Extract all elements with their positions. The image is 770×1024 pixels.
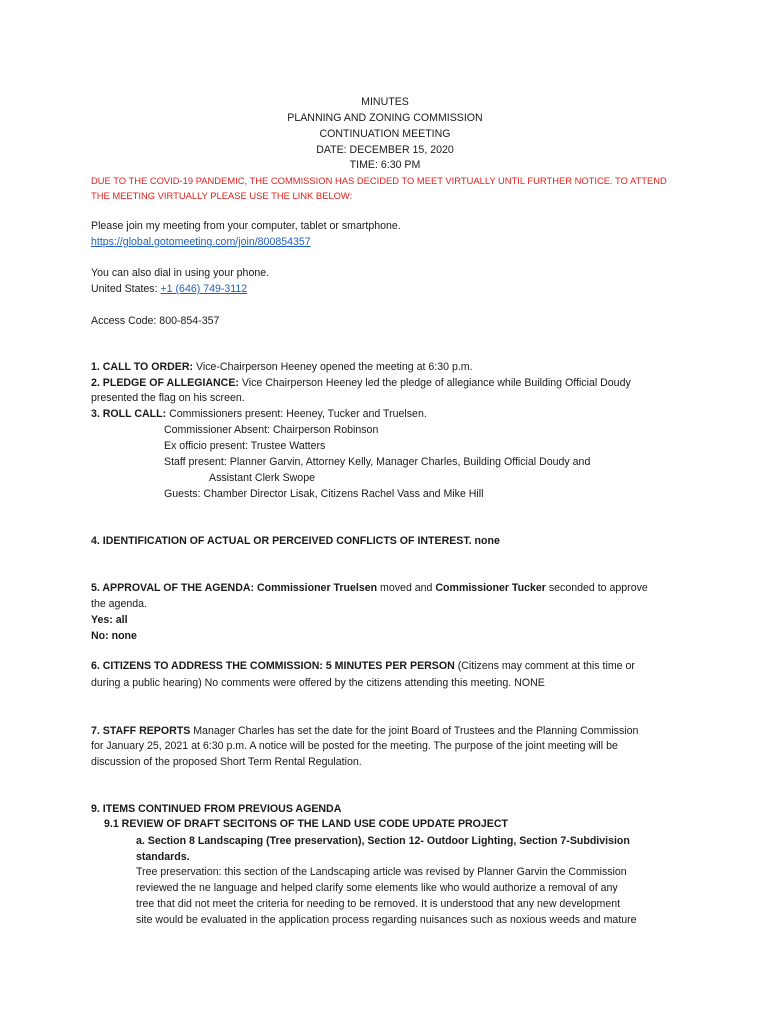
roll-absent: Commissioner Absent: Chairperson Robinson xyxy=(164,424,379,436)
item-label: 6. CITIZENS TO ADDRESS THE COMMISSION: 5 MINUTES PER PERSON xyxy=(91,660,455,672)
dial-intro: You can also dial in using your phone. xyxy=(91,267,270,279)
item-continued: 9. ITEMS CONTINUED FROM PREVIOUS AGENDA xyxy=(91,803,342,815)
item-citizens: 6. CITIZENS TO ADDRESS THE COMMISSION: 5 MINUTES PER PERSON (Citizens may comment at this time or xyxy=(91,660,635,672)
section-a-cont: standards. xyxy=(136,851,190,863)
covid-notice-line1: DUE TO THE COVID-19 PANDEMIC, THE COMMISSION HAS DECIDED TO MEET VIRTUALLY UNTIL FURTHER NOTICE. TO ATTEND xyxy=(91,175,667,186)
item-call-to-order: 1. CALL TO ORDER: Vice-Chairperson Heeney opened the meeting at 6:30 p.m. xyxy=(91,361,473,373)
item-agenda: 5. APPROVAL OF THE AGENDA: Commissioner Truelsen moved and Commissioner Tucker seconded to approve xyxy=(91,582,648,594)
tree-paragraph-line2: reviewed the ne language and helped clarify some elements like who would authorize a removal of any xyxy=(136,882,618,894)
tree-paragraph-line4: site would be evaluated in the application process regarding nuisances such as noxious weeds and mature xyxy=(136,914,637,926)
item-label: 3. ROLL CALL: xyxy=(91,408,167,420)
item-conflicts: 4. IDENTIFICATION OF ACTUAL OR PERCEIVED CONFLICTS OF INTEREST. none xyxy=(91,535,500,547)
meeting-time: TIME: 6:30 PM xyxy=(349,159,421,171)
meeting-date: DATE: DECEMBER 15, 2020 xyxy=(316,144,454,156)
item-label: 7. STAFF REPORTS xyxy=(91,725,191,737)
item-staff-reports-cont1: for January 25, 2021 at 6:30 p.m. A notice will be posted for the meeting. The purpose of the joint meeting will be xyxy=(91,740,618,752)
meeting-type: CONTINUATION MEETING xyxy=(319,128,451,140)
item-citizens-cont: during a public hearing) No comments were offered by the citizens attending this meeting. NONE xyxy=(91,677,545,689)
item-pledge: 2. PLEDGE OF ALLEGIANCE: Vice Chairperson Heeney led the pledge of allegiance while Building Official Doudy xyxy=(91,377,631,389)
roll-guests: Guests: Chamber Director Lisak, Citizens Rachel Vass and Mike Hill xyxy=(164,488,484,500)
vote-no: No: none xyxy=(91,630,137,642)
item-staff-reports-cont2: discussion of the proposed Short Term Rental Regulation. xyxy=(91,756,362,768)
commission-name: PLANNING AND ZONING COMMISSION xyxy=(287,112,483,124)
roll-staff: Staff present: Planner Garvin, Attorney Kelly, Manager Charles, Building Official Doudy and xyxy=(164,456,591,468)
subitem-review: 9.1 REVIEW OF DRAFT SECITONS OF THE LAND USE CODE UPDATE PROJECT xyxy=(104,818,508,830)
item-agenda-cont: the agenda. xyxy=(91,598,147,610)
phone-line xyxy=(91,281,247,297)
vote-yes: Yes: all xyxy=(91,614,128,626)
item-staff-reports: 7. STAFF REPORTS Manager Charles has set the date for the joint Board of Trustees and the Planning Commission xyxy=(91,725,639,737)
item-label: 2. PLEDGE OF ALLEGIANCE: xyxy=(91,377,239,389)
phone-link[interactable]: +1 (646) 749-3112 xyxy=(160,283,248,295)
roll-ex-officio: Ex officio present: Trustee Watters xyxy=(164,440,326,452)
tree-paragraph-line3: tree that did not meet the criteria for needing to be removed. It is understood that any new development xyxy=(136,898,621,910)
item-pledge-cont: presented the flag on his screen. xyxy=(91,392,245,404)
access-code: Access Code: 800-854-357 xyxy=(91,315,220,327)
item-label: 5. APPROVAL OF THE AGENDA: xyxy=(91,582,257,594)
tree-paragraph-line1: Tree preservation: this section of the Landscaping article was revised by Planner Garvin the Commission xyxy=(136,866,627,878)
join-intro: Please join my meeting from your computer, tablet or smartphone. xyxy=(91,220,401,232)
covid-notice-line2: THE MEETING VIRTUALLY PLEASE USE THE LINK BELOW: xyxy=(91,190,353,201)
section-a: a. Section 8 Landscaping (Tree preservation), Section 12- Outdoor Lighting, Section 7-Subdivision xyxy=(136,835,630,847)
roll-staff-cont: Assistant Clerk Swope xyxy=(209,472,315,484)
item-label: 1. CALL TO ORDER: xyxy=(91,361,194,373)
meeting-link[interactable]: https://global.gotomeeting.com/join/800854357 xyxy=(91,236,311,248)
item-roll-call: 3. ROLL CALL: Commissioners present: Heeney, Tucker and Truelsen. xyxy=(91,408,427,420)
phone-label: United States: xyxy=(91,283,161,295)
doc-title: MINUTES xyxy=(361,96,409,108)
